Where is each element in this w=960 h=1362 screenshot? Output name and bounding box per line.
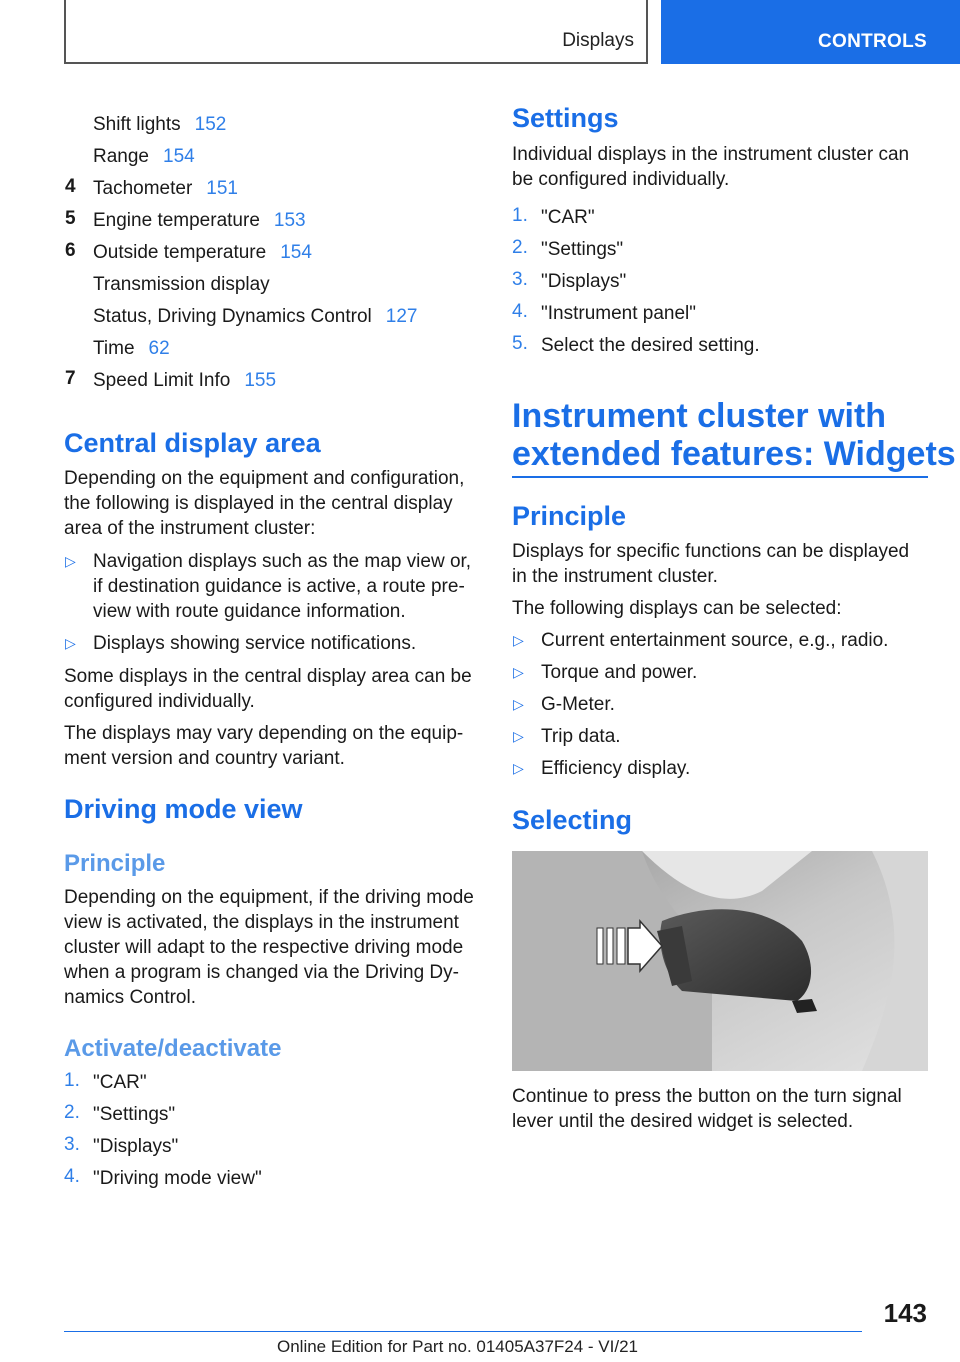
- triangle-bullet-icon: ▷: [513, 728, 524, 744]
- footer-rule: [64, 1331, 862, 1332]
- bullet-line: Torque and power.: [541, 662, 698, 683]
- list-item: Outside temperature 154: [93, 242, 312, 263]
- paragraph-line: Continue to press the button on the turn signal: [512, 1086, 902, 1107]
- paragraph-line: ment version and country variant.: [64, 748, 345, 769]
- bullet-line: Efficiency display.: [541, 758, 691, 779]
- step-text: "CAR": [93, 1072, 147, 1093]
- paragraph-line: Individual displays in the instrument cluster can: [512, 144, 910, 165]
- list-item: Speed Limit Info 155: [93, 370, 277, 391]
- bullet-line: Trip data.: [541, 726, 621, 747]
- triangle-bullet-icon: ▷: [65, 553, 76, 569]
- bullet-line: Navigation displays such as the map view or,: [93, 551, 472, 572]
- paragraph-line: namics Control.: [64, 987, 196, 1008]
- paragraph-line: be configured individually.: [512, 169, 730, 190]
- paragraph-line: Some displays in the central display area can be: [64, 666, 472, 687]
- item-number: 5: [65, 208, 76, 229]
- step-text: Select the desired setting.: [541, 335, 760, 356]
- principle-heading: Principle: [512, 501, 627, 531]
- selecting-heading: Selecting: [512, 805, 633, 835]
- paragraph-line: Depending on the equipment, if the driving mode: [64, 887, 474, 908]
- list-item: Engine temperature 153: [93, 210, 306, 231]
- paragraph-line: in the instrument cluster.: [512, 566, 718, 587]
- paragraph-line: view is activated, the displays in the instrument: [64, 912, 459, 933]
- list-item: Transmission display: [93, 274, 270, 295]
- paragraph-line: configured individually.: [64, 691, 255, 712]
- bullet-line: Current entertainment source, e.g., radio.: [541, 630, 889, 651]
- widgets-heading-line1: Instrument cluster with: [512, 397, 887, 435]
- step-text: "Displays": [93, 1136, 179, 1157]
- step-text: "Instrument panel": [541, 303, 697, 324]
- section-title: Displays: [562, 30, 634, 51]
- page-ref-link[interactable]: 127: [385, 306, 418, 327]
- step-text: "Settings": [541, 239, 624, 260]
- list-item: Range 154: [93, 146, 195, 167]
- page-ref-link[interactable]: 151: [206, 178, 238, 199]
- widgets-heading-line2: extended features: Widgets: [512, 435, 956, 473]
- chapter-tab[interactable]: [661, 0, 960, 64]
- step-number: 1.: [64, 1070, 80, 1091]
- list-item: Time 62: [93, 338, 170, 359]
- page-ref-link[interactable]: 154: [280, 242, 312, 263]
- paragraph-line: Depending on the equipment and configuration,: [64, 468, 465, 489]
- page-ref-link[interactable]: 154: [163, 146, 195, 167]
- step-text: "CAR": [541, 207, 595, 228]
- header-box: [64, 0, 648, 64]
- list-item: Shift lights 152: [93, 114, 227, 135]
- paragraph-line: The displays may vary depending on the equip-: [64, 723, 464, 744]
- bullet-line: G-Meter.: [541, 694, 615, 715]
- paragraph-line: Displays for specific functions can be displayed: [512, 541, 910, 562]
- step-number: 5.: [512, 333, 528, 354]
- triangle-bullet-icon: ▷: [513, 632, 524, 648]
- list-item: Tachometer 151: [93, 178, 238, 199]
- triangle-bullet-icon: ▷: [513, 664, 524, 680]
- paragraph-line: area of the instrument cluster:: [64, 518, 316, 539]
- step-number: 4.: [512, 301, 528, 322]
- list-item: Status, Driving Dynamics Control 127: [93, 306, 418, 327]
- turn-signal-lever-illustration: [512, 851, 928, 1071]
- step-number: 1.: [512, 205, 528, 226]
- bullet-line: if destination guidance is active, a route pre-: [93, 576, 465, 597]
- step-text: "Settings": [93, 1104, 176, 1125]
- item-number: 6: [65, 240, 76, 261]
- page-ref-link[interactable]: 155: [244, 370, 277, 391]
- driving-mode-heading: Driving mode view: [64, 794, 303, 824]
- paragraph-line: the following is displayed in the central display: [64, 493, 453, 514]
- paragraph-line: cluster will adapt to the respective driving mode: [64, 937, 464, 958]
- step-number: 2.: [512, 237, 528, 258]
- paragraph-line: The following displays can be selected:: [512, 598, 842, 619]
- step-text: "Displays": [541, 271, 627, 292]
- heading-rule: [512, 476, 928, 478]
- activate-heading: Activate/deactivate: [64, 1035, 282, 1062]
- page-number: 143: [883, 1298, 927, 1328]
- step-text: "Driving mode view": [93, 1168, 262, 1189]
- settings-heading: Settings: [512, 103, 619, 133]
- triangle-bullet-icon: ▷: [65, 635, 76, 651]
- step-number: 3.: [64, 1134, 80, 1155]
- principle-heading: Principle: [64, 850, 166, 877]
- bullet-line: Displays showing service notifications.: [93, 633, 417, 654]
- central-display-heading: Central display area: [64, 428, 321, 458]
- edition-footer: Online Edition for Part no. 01405A37F24 - VI/21: [277, 1337, 639, 1356]
- item-number: 4: [65, 176, 76, 197]
- chapter-title: CONTROLS: [817, 31, 927, 52]
- page-ref-link[interactable]: 152: [194, 114, 227, 135]
- page-ref-link[interactable]: 62: [148, 338, 170, 359]
- item-number: 7: [65, 368, 76, 389]
- triangle-bullet-icon: ▷: [513, 760, 524, 776]
- step-number: 2.: [64, 1102, 80, 1123]
- paragraph-line: when a program is changed via the Driving Dy-: [64, 962, 459, 983]
- paragraph-line: lever until the desired widget is selected.: [512, 1111, 854, 1132]
- step-number: 3.: [512, 269, 528, 290]
- page-ref-link[interactable]: 153: [273, 210, 306, 231]
- bullet-line: view with route guidance information.: [93, 601, 406, 622]
- triangle-bullet-icon: ▷: [513, 696, 524, 712]
- step-number: 4.: [64, 1166, 80, 1187]
